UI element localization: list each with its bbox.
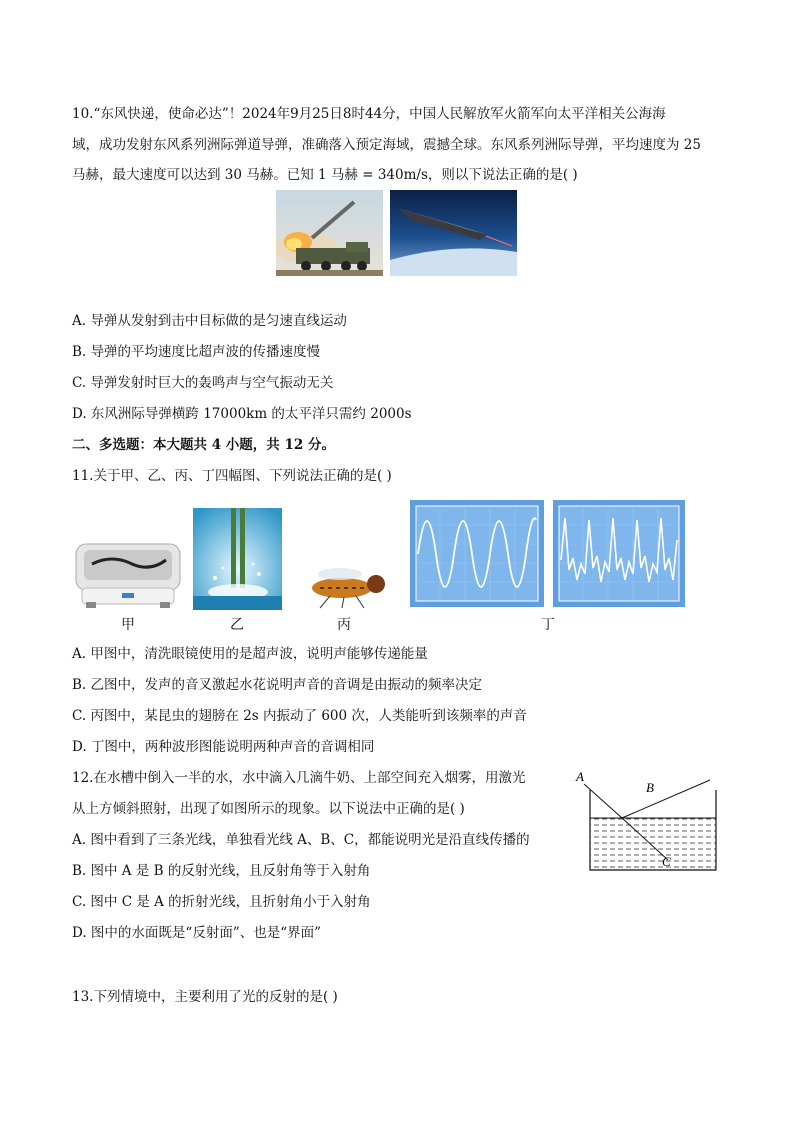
q12-option-c: C. 图中 C 是 A 的折射光线，且折射角小于入射角 bbox=[72, 894, 371, 910]
caption-jia: 甲 bbox=[121, 617, 135, 633]
water-tank-laser-diagram bbox=[570, 768, 720, 876]
q10-option-b: B. 导弹的平均速度比超声波的传播速度慢 bbox=[72, 344, 321, 360]
q10-line-1: 10.“东风快递，使命必达”！2024年9月25日8时44分，中国人民解放军火箭军向太平洋相关公海海 bbox=[72, 106, 666, 122]
ultrasonic-cleaner-image bbox=[72, 540, 184, 610]
q12-option-b: B. 图中 A 是 B 的反射光线，且反射角等于入射角 bbox=[72, 863, 371, 879]
q11-option-d: D. 丁图中，两种波形图能说明两种声音的音调相同 bbox=[72, 739, 375, 755]
q12-line-2: 从上方倾斜照射，出现了如图所示的现象。以下说法中正确的是( ) bbox=[72, 801, 465, 817]
q11-option-a: A. 甲图中，清洗眼镜使用的是超声波，说明声能够传递能量 bbox=[72, 646, 428, 662]
caption-bing: 丙 bbox=[337, 617, 351, 633]
q10-option-a: A. 导弹从发射到击中目标做的是匀速直线运动 bbox=[72, 313, 347, 329]
caption-ding: 丁 bbox=[541, 617, 555, 633]
ray-label-b: B bbox=[646, 780, 654, 795]
missile-launch-photo bbox=[276, 190, 383, 276]
ray-label-a: A bbox=[576, 769, 584, 784]
q12-option-a: A. 图中看到了三条光线，单独看光线 A、B、C，都能说明光是沿直线传播的 bbox=[72, 832, 530, 848]
q13-stem: 13.下列情境中，主要利用了光的反射的是( ) bbox=[72, 989, 338, 1005]
caption-yi: 乙 bbox=[230, 617, 244, 633]
q10-option-c: C. 导弹发射时巨大的轰鸣声与空气振动无关 bbox=[72, 375, 334, 391]
tuning-fork-water-image bbox=[193, 508, 282, 610]
section-heading: 二、多选题：本大题共 4 小题，共 12 分。 bbox=[72, 437, 335, 453]
ray-label-c: C bbox=[662, 854, 671, 869]
hypersonic-missile-photo bbox=[390, 190, 517, 276]
q11-option-b: B. 乙图中，发声的音叉激起水花说明声音的音调是由振动的频率决定 bbox=[72, 677, 483, 693]
waveform-scope-1 bbox=[410, 500, 544, 607]
q11-stem: 11.关于甲、乙、丙、丁四幅图、下列说法正确的是( ) bbox=[72, 468, 392, 484]
q12-option-d: D. 图中的水面既是“反射面”、也是“界面” bbox=[72, 925, 322, 941]
q10-line-2: 域，成功发射东风系列洲际弹道导弹，准确落入预定海域，震撼全球。东风系列洲际导弹，平均速度为 25 bbox=[72, 137, 701, 153]
q10-line-3: 马赫，最大速度可以达到 30 马赫。已知 1 马赫 = 340m/s，则以下说法正确的是( ) bbox=[72, 167, 578, 183]
q12-line-1: 12.在水槽中倒入一半的水，水中滴入几滴牛奶、上部空间充入烟雾，用激光 bbox=[72, 770, 526, 786]
waveform-scope-2 bbox=[553, 500, 685, 607]
insect-image bbox=[290, 560, 398, 610]
q11-option-c: C. 丙图中，某昆虫的翅膀在 2s 内振动了 600 次，人类能听到该频率的声音 bbox=[72, 708, 527, 724]
q10-option-d: D. 东风洲际导弹横跨 17000km 的太平洋只需约 2000s bbox=[72, 406, 412, 422]
